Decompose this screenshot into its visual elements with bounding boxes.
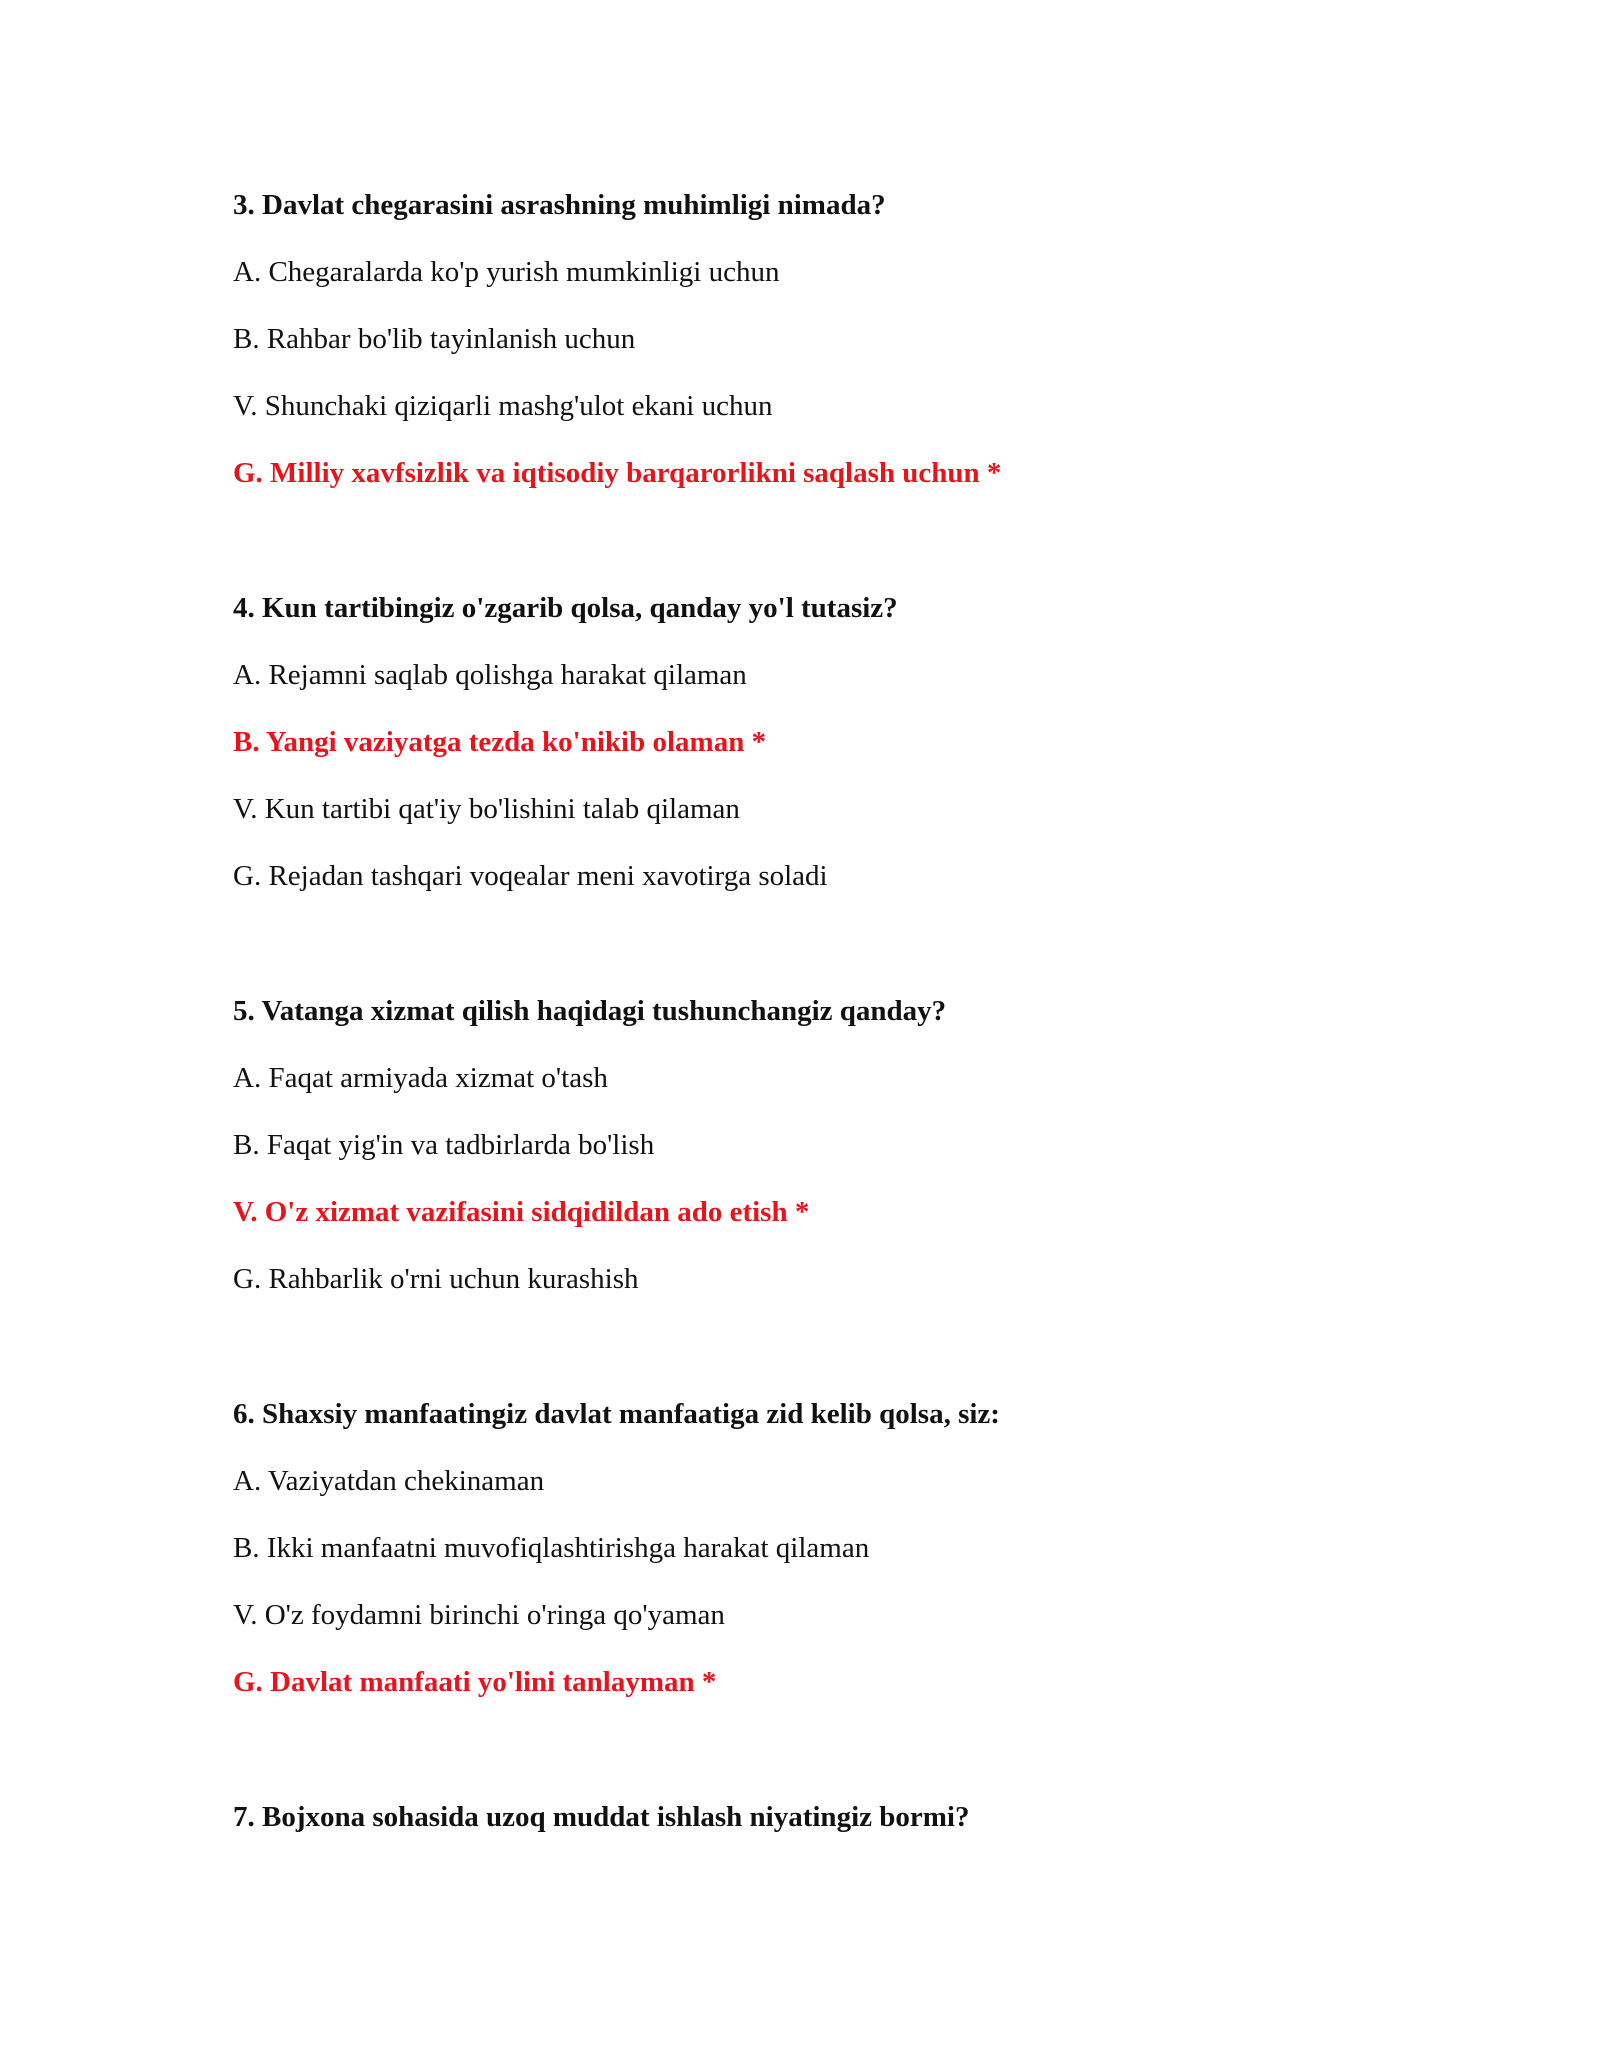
question-5-option-v-correct: V. O'z xizmat vazifasini sidqidildan ado etish * — [233, 1196, 810, 1228]
question-3-option-v: V. Shunchaki qiziqarli mashg'ulot ekani uchun — [233, 390, 773, 422]
question-3-block — [233, 186, 1433, 521]
question-5-text: 5. Vatanga xizmat qilish haqidagi tushunchangiz qanday? — [233, 995, 947, 1027]
question-4-option-v: V. Kun tartibi qat'iy bo'lishini talab qilaman — [233, 793, 740, 825]
question-4-option-a: A. Rejamni saqlab qolishga harakat qilaman — [233, 659, 747, 691]
question-3-text: 3. Davlat chegarasini asrashning muhimligi nimada? — [233, 189, 886, 221]
question-4-block — [233, 589, 1433, 924]
question-7-block — [233, 1798, 1433, 1865]
question-6-option-a: A. Vaziyatdan chekinaman — [233, 1465, 545, 1497]
question-7-text: 7. Bojxona sohasida uzoq muddat ishlash niyatingiz bormi? — [233, 1801, 970, 1833]
question-6-option-g-correct: G. Davlat manfaati yo'lini tanlayman * — [233, 1666, 717, 1698]
question-4-option-b-correct: B. Yangi vaziyatga tezda ko'nikib olaman * — [233, 726, 767, 758]
question-6-option-v: V. O'z foydamni birinchi o'ringa qo'yaman — [233, 1599, 725, 1631]
question-4-text: 4. Kun tartibingiz o'zgarib qolsa, qanday yo'l tutasiz? — [233, 592, 898, 624]
question-5-option-b: B. Faqat yig'in va tadbirlarda bo'lish — [233, 1129, 655, 1161]
question-3-option-g-correct: G. Milliy xavfsizlik va iqtisodiy barqarorlikni saqlash uchun * — [233, 457, 1002, 489]
question-3-option-a: A. Chegaralarda ko'p yurish mumkinligi uchun — [233, 256, 780, 288]
question-6-text: 6. Shaxsiy manfaatingiz davlat manfaatiga zid kelib qolsa, siz: — [233, 1398, 1000, 1430]
question-3-option-b: B. Rahbar bo'lib tayinlanish uchun — [233, 323, 636, 355]
question-5-option-a: A. Faqat armiyada xizmat o'tash — [233, 1062, 608, 1094]
question-5-block — [233, 992, 1433, 1327]
question-6-block — [233, 1395, 1433, 1730]
question-5-option-g: G. Rahbarlik o'rni uchun kurashish — [233, 1263, 639, 1295]
question-6-option-b: B. Ikki manfaatni muvofiqlashtirishga harakat qilaman — [233, 1532, 870, 1564]
question-4-option-g: G. Rejadan tashqari voqealar meni xavotirga soladi — [233, 860, 828, 892]
